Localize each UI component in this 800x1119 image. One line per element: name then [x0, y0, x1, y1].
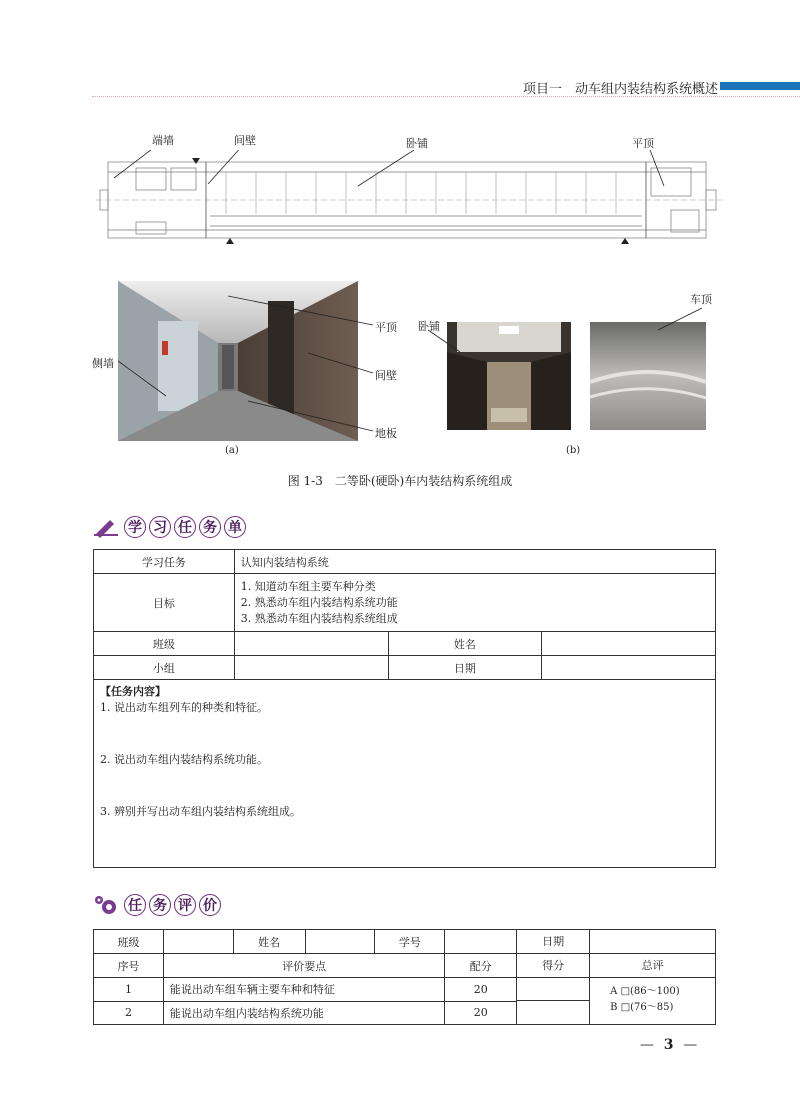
- eval-name-field[interactable]: [305, 930, 375, 954]
- label-side-wall: 侧墙: [92, 357, 114, 370]
- label-flat-ceiling: 平顶: [632, 137, 654, 150]
- question-item: 1. 说出动车组列车的种类和特征。: [100, 701, 268, 714]
- title-char: 务: [199, 516, 221, 538]
- label-partition: 间壁: [234, 134, 256, 147]
- title-char: 学: [124, 516, 146, 538]
- date-label: 日期: [388, 656, 542, 680]
- date-field[interactable]: [542, 656, 716, 680]
- col-score: 得分: [517, 954, 590, 977]
- col-no: 序号: [94, 954, 164, 978]
- header-dotted-rule: [92, 96, 800, 97]
- row-alloc: 20: [445, 978, 517, 1002]
- class-label: 班级: [94, 632, 235, 656]
- header-accent-bar: [720, 82, 800, 90]
- task-label: 学习任务: [94, 550, 235, 574]
- subcaption-b: (b): [566, 445, 581, 456]
- eval-name-label: 姓名: [233, 930, 305, 954]
- row-alloc: 20: [445, 1001, 517, 1025]
- eval-date-field[interactable]: [590, 930, 715, 953]
- question-item: 2. 说出动车组内装结构系统功能。: [100, 753, 268, 766]
- title-char: 任: [124, 894, 146, 916]
- group-label: 小组: [94, 656, 235, 680]
- task-sheet-table: [93, 549, 716, 868]
- group-field[interactable]: [234, 656, 388, 680]
- eval-student-no-field[interactable]: [445, 930, 517, 954]
- grade-option[interactable]: A □(86～100): [610, 986, 680, 997]
- goal-item: 1. 知道动车组主要车种分类: [240, 579, 376, 593]
- figure-caption: 图 1-3 二等卧(硬卧)车内装结构系统组成: [287, 474, 513, 488]
- row-no: 1: [94, 978, 164, 1002]
- subcaption-a: (a): [225, 445, 239, 456]
- title-char: 任: [174, 516, 196, 538]
- class-field[interactable]: [234, 632, 388, 656]
- evaluation-table: [93, 929, 716, 1025]
- col-points: 评价要点: [163, 954, 444, 978]
- eval-student-no-label: 学号: [375, 930, 445, 954]
- running-header: 项目一 动车组内装结构系统概述: [522, 82, 718, 97]
- row-no: 2: [94, 1001, 164, 1025]
- title-char: 评: [174, 894, 196, 916]
- gear-icon: [94, 894, 120, 916]
- title-char: 价: [199, 894, 221, 916]
- table-row: [94, 978, 716, 1002]
- row-point: 能说出动车组内装结构系统功能: [163, 1001, 444, 1025]
- task-value: 认知内装结构系统: [234, 550, 715, 574]
- label-end-wall: 端墙: [152, 134, 174, 147]
- label-a-partition: 间壁: [375, 369, 397, 382]
- name-field[interactable]: [542, 632, 716, 656]
- row-point: 能说出动车组车辆主要车种和特征: [163, 978, 444, 1002]
- b-callout-lines: [420, 300, 720, 430]
- name-label: 姓名: [388, 632, 542, 656]
- label-b-berth: 卧铺: [418, 320, 440, 333]
- question-item: 3. 辨别并写出动车组内装结构系统组成。: [100, 805, 301, 818]
- car-floor-plan: [96, 150, 726, 250]
- row-score-cells[interactable]: [517, 978, 590, 1024]
- col-score-alloc: 配分: [445, 954, 517, 978]
- label-berth: 卧铺: [406, 137, 428, 150]
- content-title: 【任务内容】: [100, 685, 166, 698]
- evaluation-title: [94, 894, 224, 916]
- page-number: — 3 —: [640, 1037, 698, 1053]
- goal-label: 目标: [94, 574, 235, 632]
- eval-date-label: 日期: [517, 930, 590, 953]
- corridor-callout-lines: [118, 281, 378, 441]
- pencil-icon: [94, 516, 120, 538]
- col-overall: 总评: [641, 959, 664, 972]
- label-a-flat-ceiling: 平顶: [375, 321, 397, 334]
- eval-class-field[interactable]: [163, 930, 233, 954]
- goal-item: 2. 熟悉动车组内装结构系统功能: [240, 595, 398, 609]
- label-roof: 车顶: [690, 293, 712, 306]
- goal-item: 3. 熟悉动车组内装结构系统组成: [240, 611, 398, 625]
- page-number-value: 3: [663, 1037, 674, 1053]
- title-char: 单: [224, 516, 246, 538]
- label-a-floor: 地板: [375, 427, 397, 440]
- eval-class-label: 班级: [94, 930, 164, 954]
- title-char: 习: [149, 516, 171, 538]
- title-char: 务: [149, 894, 171, 916]
- grade-option[interactable]: B □(76～85): [610, 1002, 674, 1013]
- task-sheet-title: [94, 516, 249, 538]
